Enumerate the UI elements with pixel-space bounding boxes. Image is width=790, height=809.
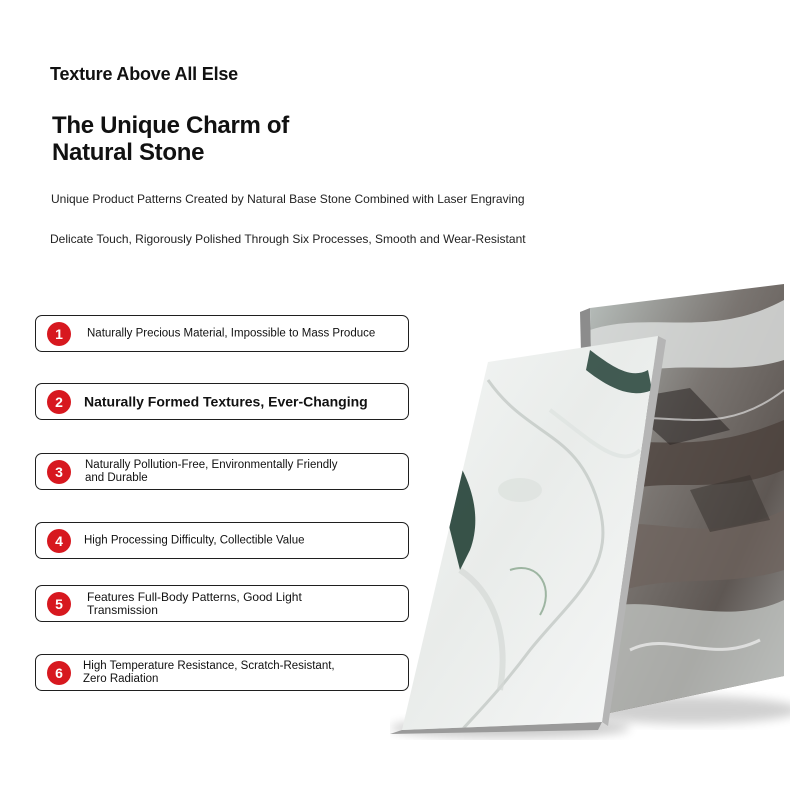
number-badge-4: 4 <box>47 529 71 553</box>
feature-text-2-line-1: Naturally Formed Textures, Ever-Changing <box>84 393 368 409</box>
kicker-title: Texture Above All Else <box>50 64 238 84</box>
description-1: Unique Product Patterns Created by Natural Base Stone Combined with Laser Engraving <box>51 192 525 206</box>
headline <box>52 112 392 166</box>
number-badge-2: 2 <box>47 390 71 414</box>
feature-text-6-line-2: Zero Radiation <box>83 672 159 685</box>
headline-line-1: The Unique Charm of <box>52 112 289 139</box>
feature-text-1-line-1: Naturally Precious Material, Impossible to Mass Produce <box>87 327 376 339</box>
feature-item-2 <box>35 383 409 420</box>
description-2: Delicate Touch, Rigorously Polished Through Six Processes, Smooth and Wear-Resistant <box>50 232 526 246</box>
feature-item-4 <box>35 522 409 559</box>
number-badge-5: 5 <box>47 592 71 616</box>
headline-line-2: Natural Stone <box>52 139 205 166</box>
feature-text-5 <box>87 591 347 617</box>
feature-text-3-line-1: Naturally Pollution-Free, Environmentally Friendly <box>85 458 338 471</box>
feature-item-6 <box>35 654 409 691</box>
feature-text-4-line-1: High Processing Difficulty, Collectible Value <box>84 534 305 546</box>
feature-text-6 <box>83 660 373 686</box>
stone-slabs-illustration <box>390 270 790 740</box>
feature-item-1 <box>35 315 409 352</box>
feature-text-5-line-1: Features Full-Body Patterns, Good Light <box>87 589 302 604</box>
feature-text-5-line-2: Transmission <box>87 602 158 617</box>
feature-item-5 <box>35 585 409 622</box>
feature-text-1 <box>87 327 375 340</box>
feature-item-3 <box>35 453 409 490</box>
feature-text-4 <box>84 534 305 547</box>
feature-text-2 <box>84 395 368 408</box>
feature-text-6-line-1: High Temperature Resistance, Scratch-Resistant, <box>83 659 335 672</box>
number-badge-6: 6 <box>47 661 71 685</box>
feature-text-3-line-2: and Durable <box>85 471 148 484</box>
number-badge-1: 1 <box>47 322 71 346</box>
number-badge-3: 3 <box>47 460 71 484</box>
feature-text-3 <box>85 459 375 485</box>
